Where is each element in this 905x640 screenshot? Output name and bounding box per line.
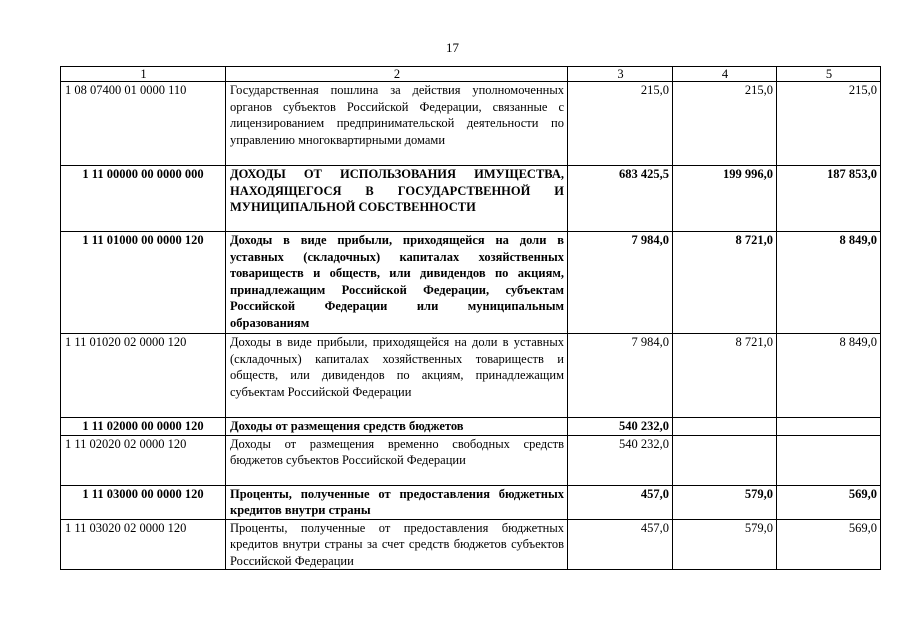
- value-cell-col4: [673, 435, 777, 485]
- value-cell-col5: [777, 435, 881, 485]
- value-cell-col5: 215,0: [777, 82, 881, 166]
- value-cell-col4: 8 721,0: [673, 232, 777, 334]
- revenue-description-cell: ДОХОДЫ ОТ ИСПОЛЬЗОВАНИЯ ИМУЩЕСТВА, НАХОДЯЩЕГОСЯ В ГОСУДАРСТВЕННОЙ И МУНИЦИПАЛЬНОЙ СОБСТВЕННОСТИ: [226, 166, 568, 232]
- revenue-code-cell: 1 11 00000 00 0000 000: [61, 166, 226, 232]
- value-cell-col3: 540 232,0: [568, 418, 673, 436]
- value-cell-col3: 7 984,0: [568, 334, 673, 418]
- revenue-description-cell: Доходы в виде прибыли, приходящейся на доли в уставных (складочных) капиталах хозяйственных товариществ и обществ, или дивидендов по акциям, принадлежащим субъектам Российской Федерации: [226, 334, 568, 418]
- revenue-code-cell: 1 11 03000 00 0000 120: [61, 485, 226, 519]
- value-cell-col3: 457,0: [568, 519, 673, 570]
- value-cell-col3: 7 984,0: [568, 232, 673, 334]
- value-cell-col4: 579,0: [673, 485, 777, 519]
- column-header: 2: [226, 67, 568, 82]
- value-cell-col5: [777, 418, 881, 436]
- page-number: 17: [446, 40, 459, 55]
- table-row: [61, 485, 881, 519]
- table-header-row: [61, 67, 881, 82]
- value-cell-col4: 215,0: [673, 82, 777, 166]
- revenue-description-cell: Доходы от размещения средств бюджетов: [226, 418, 568, 436]
- budget-revenue-table: [60, 66, 881, 570]
- value-cell-col5: 569,0: [777, 485, 881, 519]
- value-cell-col5: 8 849,0: [777, 232, 881, 334]
- value-cell-col3: 215,0: [568, 82, 673, 166]
- value-cell-col3: 683 425,5: [568, 166, 673, 232]
- value-cell-col3: 540 232,0: [568, 435, 673, 485]
- table-row: [61, 334, 881, 418]
- column-header: 5: [777, 67, 881, 82]
- value-cell-col4: 8 721,0: [673, 334, 777, 418]
- value-cell-col5: 8 849,0: [777, 334, 881, 418]
- revenue-code-cell: 1 08 07400 01 0000 110: [61, 82, 226, 166]
- table-row: [61, 82, 881, 166]
- revenue-description-cell: Проценты, полученные от предоставления бюджетных кредитов внутри страны за счет средств бюджетов субъектов Российской Федерации: [226, 519, 568, 570]
- table-row: [61, 166, 881, 232]
- column-header: 3: [568, 67, 673, 82]
- revenue-description-cell: Проценты, полученные от предоставления бюджетных кредитов внутри страны: [226, 485, 568, 519]
- revenue-code-cell: 1 11 01020 02 0000 120: [61, 334, 226, 418]
- column-header: 1: [61, 67, 226, 82]
- table-row: [61, 232, 881, 334]
- table-row: [61, 435, 881, 485]
- value-cell-col3: 457,0: [568, 485, 673, 519]
- revenue-code-cell: 1 11 03020 02 0000 120: [61, 519, 226, 570]
- revenue-description-cell: Доходы от размещения временно свободных средств бюджетов субъектов Российской Федерации: [226, 435, 568, 485]
- value-cell-col4: [673, 418, 777, 436]
- table-row: [61, 519, 881, 570]
- value-cell-col5: 569,0: [777, 519, 881, 570]
- table-row: [61, 418, 881, 436]
- value-cell-col4: 579,0: [673, 519, 777, 570]
- value-cell-col5: 187 853,0: [777, 166, 881, 232]
- revenue-description-cell: Доходы в виде прибыли, приходящейся на доли в уставных (складочных) капиталах хозяйственных товариществ и обществ, или дивидендов по акциям, принадлежащим Российской Федерации, субъектам Российской Федерации или муниципальным образованиям: [226, 232, 568, 334]
- revenue-code-cell: 1 11 02000 00 0000 120: [61, 418, 226, 436]
- value-cell-col4: 199 996,0: [673, 166, 777, 232]
- revenue-code-cell: 1 11 02020 02 0000 120: [61, 435, 226, 485]
- revenue-code-cell: 1 11 01000 00 0000 120: [61, 232, 226, 334]
- revenue-description-cell: Государственная пошлина за действия уполномоченных органов субъектов Российской Федерации, связанные с лицензированием предпринимательской деятельности по управлению многоквартирными домами: [226, 82, 568, 166]
- column-header: 4: [673, 67, 777, 82]
